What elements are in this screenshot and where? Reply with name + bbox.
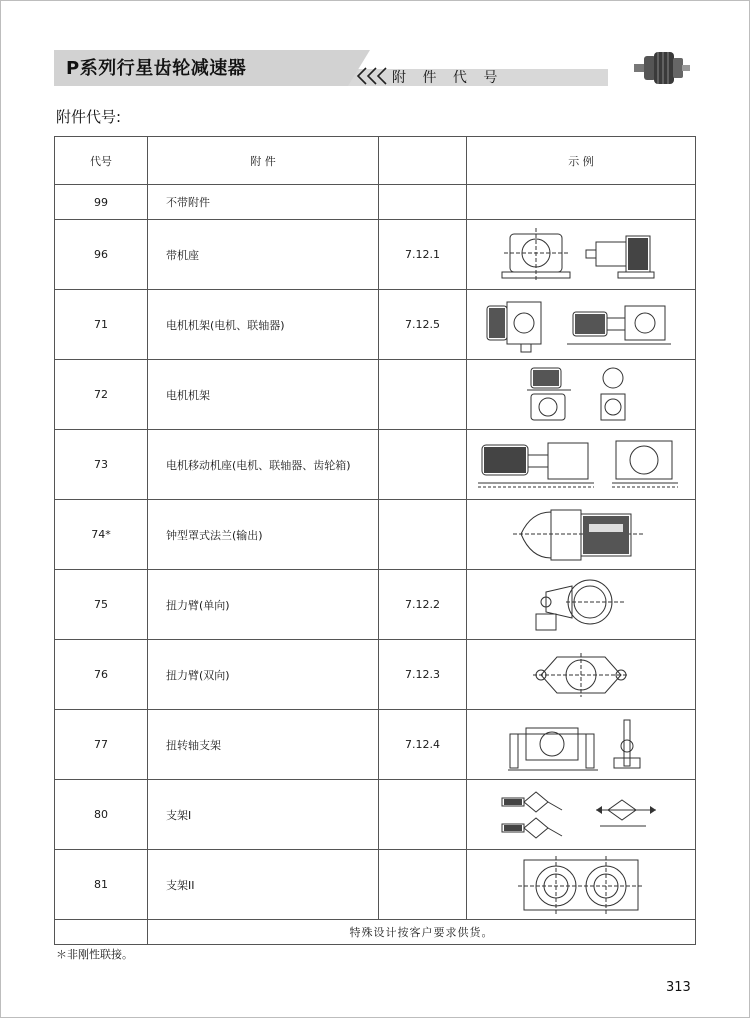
table-row (55, 360, 696, 430)
page-number: 313 (666, 980, 691, 995)
bracket-ii-drawing (516, 854, 646, 916)
row-example (467, 570, 696, 640)
row-code: 96 (55, 220, 148, 290)
table-row (55, 500, 696, 570)
header-accessory: 附 件 (148, 137, 379, 185)
row-example (467, 360, 696, 430)
motor-frame-coupling-drawing (481, 296, 681, 354)
row-code: 76 (55, 640, 148, 710)
row-example (467, 710, 696, 780)
row-name: 扭转轴支架 (148, 710, 379, 780)
row-example (467, 500, 696, 570)
row-example (467, 640, 696, 710)
row-code: 81 (55, 850, 148, 920)
table-row (55, 850, 696, 920)
row-ref (379, 360, 467, 430)
row-name: 电机移动机座(电机、联轴器、齿轮箱) (148, 430, 379, 500)
torque-arm-single-drawing (526, 574, 636, 636)
row-name: 支架I (148, 780, 379, 850)
row-example (467, 430, 696, 500)
row-ref (379, 185, 467, 220)
row-code: 71 (55, 290, 148, 360)
footnote: ＊非刚性联接。 (56, 948, 133, 961)
table-row (55, 570, 696, 640)
row-code: 77 (55, 710, 148, 780)
special-design-note: 特殊设计按客户要求供货。 (148, 920, 696, 945)
row-name: 带机座 (148, 220, 379, 290)
row-ref: 7.12.5 (379, 290, 467, 360)
row-code: 73 (55, 430, 148, 500)
row-name: 电机机架(电机、联轴器) (148, 290, 379, 360)
row-name: 钟型罩式法兰(输出) (148, 500, 379, 570)
bracket-i-drawing (496, 784, 666, 846)
row-ref: 7.12.4 (379, 710, 467, 780)
row-code: 72 (55, 360, 148, 430)
table-row (55, 780, 696, 850)
row-name: 支架II (148, 850, 379, 920)
header-example: 示 例 (467, 137, 696, 185)
table-row (55, 290, 696, 360)
section-title: 附件代号: (56, 108, 122, 126)
row-example (467, 185, 696, 220)
row-code: 75 (55, 570, 148, 640)
row-ref: 7.12.1 (379, 220, 467, 290)
row-code: 99 (55, 185, 148, 220)
gear-reducer-icon (630, 44, 692, 92)
torsion-shaft-support-drawing (506, 714, 656, 776)
row-name: 扭力臂(单向) (148, 570, 379, 640)
table-row (55, 430, 696, 500)
row-ref (379, 430, 467, 500)
row-name: 不带附件 (148, 185, 379, 220)
accessory-code-table (54, 136, 696, 945)
row-example (467, 850, 696, 920)
header-reference (379, 137, 467, 185)
footer-empty-cell (55, 920, 148, 945)
table-row (55, 220, 696, 290)
motor-sliding-base-drawing (476, 435, 686, 495)
row-name: 扭力臂(双向) (148, 640, 379, 710)
table-footer-row (55, 920, 696, 945)
foot-mount-drawing (496, 226, 666, 284)
row-ref (379, 780, 467, 850)
motor-frame-drawing (521, 364, 641, 426)
page-title: P系列行星齿轮减速器 (66, 58, 247, 79)
row-example (467, 290, 696, 360)
row-ref (379, 500, 467, 570)
chevron-left-icon (352, 66, 392, 86)
torque-arm-double-drawing (531, 647, 631, 703)
table-row (55, 710, 696, 780)
row-ref: 7.12.2 (379, 570, 467, 640)
row-code: 74* (55, 500, 148, 570)
table-row (55, 185, 696, 220)
row-example (467, 220, 696, 290)
row-ref (379, 850, 467, 920)
table-row (55, 640, 696, 710)
bell-housing-flange-drawing (511, 504, 651, 566)
table-header-row (55, 137, 696, 185)
row-code: 80 (55, 780, 148, 850)
row-example (467, 780, 696, 850)
page-subtitle: 附 件 代 号 (392, 70, 504, 86)
row-name: 电机机架 (148, 360, 379, 430)
header-code: 代号 (55, 137, 148, 185)
row-ref: 7.12.3 (379, 640, 467, 710)
